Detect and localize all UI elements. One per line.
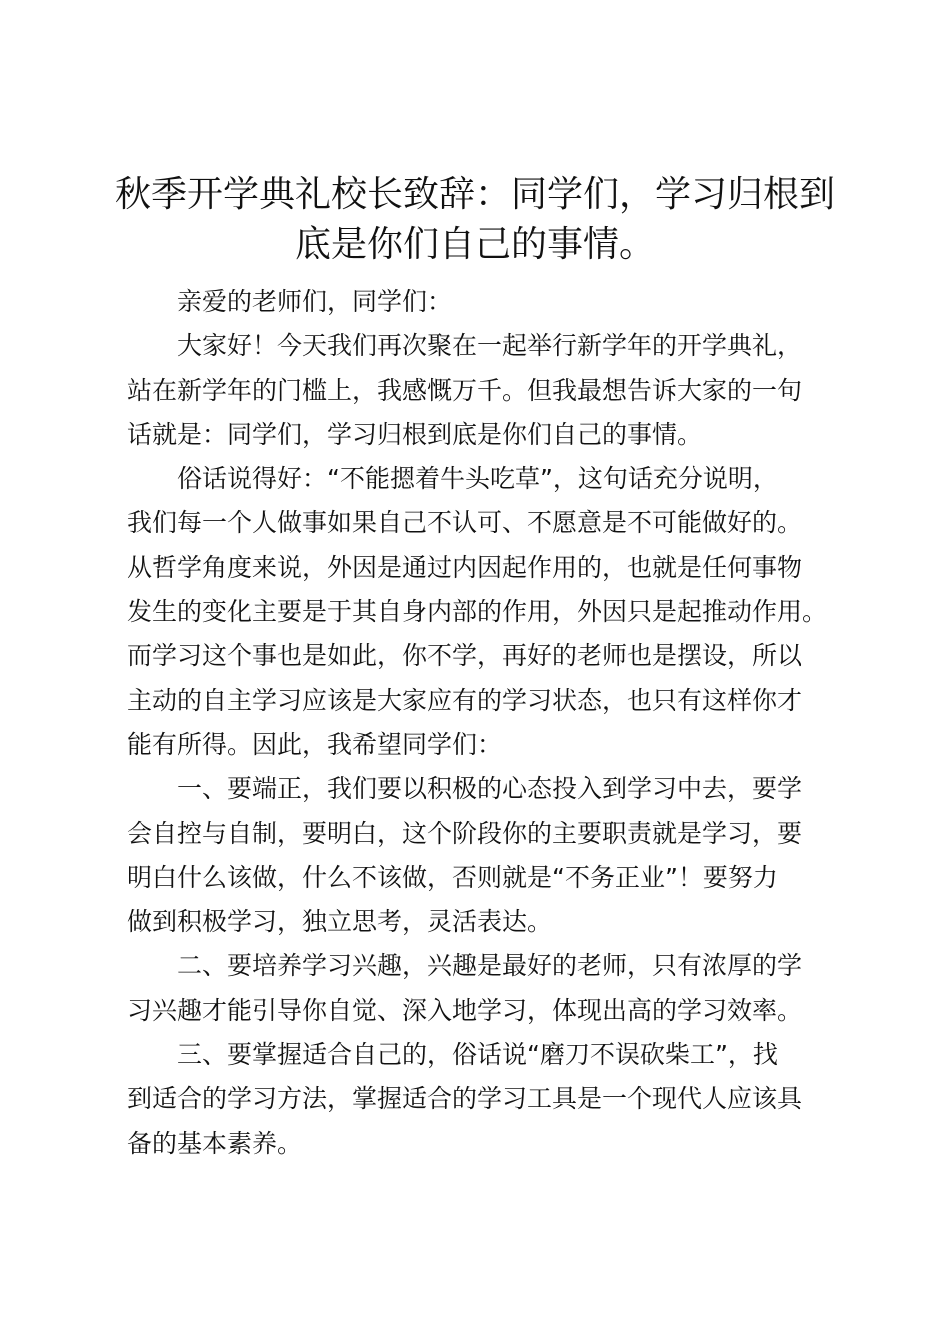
text-line: 能有所得。因此，我希望同学们： (127, 729, 503, 759)
text-line: 发生的变化主要是于其自身内部的作用，外因只是起推动作用。 (127, 597, 828, 627)
text-line: 话就是：同学们，学习归根到底是你们自己的事情。 (127, 419, 703, 449)
text-line: 而学习这个事也是如此，你不学，再好的老师也是摆设，所以 (127, 641, 803, 671)
text-line: 主动的自主学习应该是大家应有的学习状态，也只有这样你才 (127, 685, 803, 715)
text-line: 备的基本素养。 (127, 1128, 303, 1158)
text-line: 大家好！今天我们再次聚在一起举行新学年的开学典礼， (177, 331, 803, 361)
text-line: 站在新学年的门槛上，我感慨万千。但我最想告诉大家的一句 (127, 375, 803, 405)
speech-body (127, 280, 831, 1166)
text-line: 到适合的学习方法，掌握适合的学习工具是一个现代人应该具 (127, 1084, 803, 1114)
page-title (100, 170, 850, 270)
text-line: 一、要端正，我们要以积极的心态投入到学习中去，要学 (177, 774, 803, 804)
text-line: 从哲学角度来说，外因是通过内因起作用的，也就是任何事物 (127, 552, 803, 582)
title-line-1: 秋季开学典礼校长致辞：同学们，学习归根到 (114, 174, 835, 215)
text-line: 三、要掌握适合自己的，俗话说“磨刀不误砍柴工”，找 (177, 1040, 778, 1070)
text-line: 会自控与自制，要明白，这个阶段你的主要职责就是学习，要 (127, 818, 803, 848)
text-line: 我们每一个人做事如果自己不认可、不愿意是不可能做好的。 (127, 508, 803, 538)
salutation-line: 亲爱的老师们，同学们： (177, 287, 453, 316)
title-line-2: 底是你们自己的事情。 (294, 224, 655, 265)
text-line: 明白什么该做，什么不该做，否则就是“不务正业”！要努力 (127, 862, 778, 892)
text-line: 二、要培养学习兴趣，兴趣是最好的老师，只有浓厚的学 (177, 951, 803, 981)
text-line: 俗话说得好：“不能摁着牛头吃草”，这句话充分说明， (177, 464, 778, 494)
text-line: 习兴趣才能引导你自觉、深入地学习，体现出高的学习效率。 (127, 995, 803, 1025)
text-line: 做到积极学习，独立思考，灵活表达。 (127, 907, 553, 937)
